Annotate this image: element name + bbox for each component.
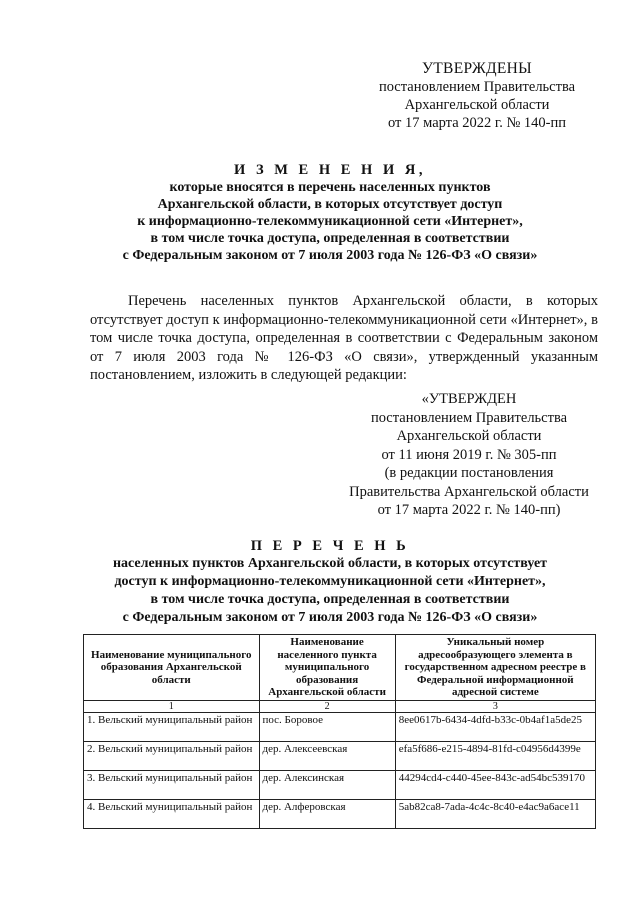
settlements-table bbox=[83, 634, 596, 829]
column-number: 3 bbox=[395, 700, 595, 712]
cell-unique-id: 5ab82ca8-7ada-4c4c-8c40-e4ac9a6ace11 bbox=[395, 799, 595, 828]
table-row bbox=[84, 799, 596, 828]
approval-2-line: Правительства Архангельской области bbox=[349, 483, 589, 500]
approval-stamp bbox=[372, 60, 582, 132]
changes-title-line: в том числе точка доступа, определенная в соответствии bbox=[150, 231, 510, 246]
list-heading: П Е Р Е Ч Е Н Ь bbox=[250, 538, 410, 554]
column-number: 2 bbox=[259, 700, 395, 712]
approval-line: от 17 марта 2022 г. № 140-пп bbox=[387, 115, 567, 131]
list-title-line: в том числе точка доступа, определенная в соответствии bbox=[150, 592, 510, 607]
list-title-line: с Федеральным законом от 7 июля 2003 года № 126-ФЗ «О связи» bbox=[122, 610, 538, 625]
column-number-row bbox=[84, 700, 596, 712]
approval-2-line: Архангельской области bbox=[396, 428, 542, 444]
approval-heading: УТВЕРЖДЕНЫ bbox=[422, 60, 532, 77]
cell-municipality: 2. Вельский муниципальный район bbox=[84, 741, 260, 770]
approval-stamp-2 bbox=[334, 390, 604, 520]
approval-2-line: от 11 июня 2019 г. № 305-пп bbox=[381, 446, 557, 463]
approval-2-line: постановлением Правительства bbox=[370, 409, 568, 426]
header-unique-id: Уникальный номер адресообразующего элемента в государственном адресном реестре в Федеральной информационной адресной системе bbox=[395, 635, 595, 701]
cell-municipality: 4. Вельский муниципальный район bbox=[84, 799, 260, 828]
table-row bbox=[84, 741, 596, 770]
cell-settlement: дер. Алферовская bbox=[259, 799, 395, 828]
approval-line: Архангельской области bbox=[404, 97, 550, 113]
approval-2-line: (в редакции постановления bbox=[384, 465, 554, 481]
approval-2-line: от 17 марта 2022 г. № 140-пп) bbox=[377, 502, 561, 518]
cell-settlement: дер. Алексеевская bbox=[259, 741, 395, 770]
table-row bbox=[84, 770, 596, 799]
changes-title-line: с Федеральным законом от 7 июля 2003 года № 126-ФЗ «О связи» bbox=[122, 248, 538, 263]
header-settlement: Наименование населенного пункта муниципального образования Архангельской области bbox=[259, 635, 395, 701]
list-title bbox=[60, 537, 600, 627]
approval-2-line: «УТВЕРЖДЕН bbox=[421, 391, 517, 407]
changes-title bbox=[60, 162, 600, 264]
changes-title-line: к информационно-телекоммуникационной сети «Интернет», bbox=[137, 214, 523, 229]
cell-unique-id: 44294cd4-c440-45ee-843c-ad54bc539170 bbox=[395, 770, 595, 799]
table-header-row bbox=[84, 635, 596, 701]
cell-unique-id: efa5f686-e215-4894-81fd-c04956d4399e bbox=[395, 741, 595, 770]
header-municipality: Наименование муниципального образования Архангельской области bbox=[84, 635, 260, 701]
changes-title-line: Архангельской области, в которых отсутствует доступ bbox=[157, 197, 503, 212]
cell-settlement: дер. Алексинская bbox=[259, 770, 395, 799]
cell-unique-id: 8ee0617b-6434-4dfd-b33c-0b4af1a5de25 bbox=[395, 712, 595, 741]
body-paragraph: Перечень населенных пунктов Архангельской области, в которых отсутствует доступ к информационно-телекоммуникационной сети «Интернет», в том числе точка доступа, определенная в соответствии с Федеральным законом от 7 июля 2003 года № 126-ФЗ «О связи», утвержденный указанным постановлением, изложить в следующей редакции: bbox=[90, 293, 598, 383]
cell-settlement: пос. Боровое bbox=[259, 712, 395, 741]
cell-municipality: 3. Вельский муниципальный район bbox=[84, 770, 260, 799]
changes-title-line: которые вносятся в перечень населенных пунктов bbox=[169, 180, 491, 195]
column-number: 1 bbox=[84, 700, 260, 712]
table-row bbox=[84, 712, 596, 741]
list-title-line: населенных пунктов Архангельской области, в которых отсутствует bbox=[112, 556, 548, 571]
cell-municipality: 1. Вельский муниципальный район bbox=[84, 712, 260, 741]
changes-heading: И З М Е Н Е Н И Я, bbox=[234, 162, 426, 178]
list-title-line: доступ к информационно-телекоммуникационной сети «Интернет», bbox=[114, 574, 546, 589]
approval-line: постановлением Правительства bbox=[378, 79, 576, 95]
